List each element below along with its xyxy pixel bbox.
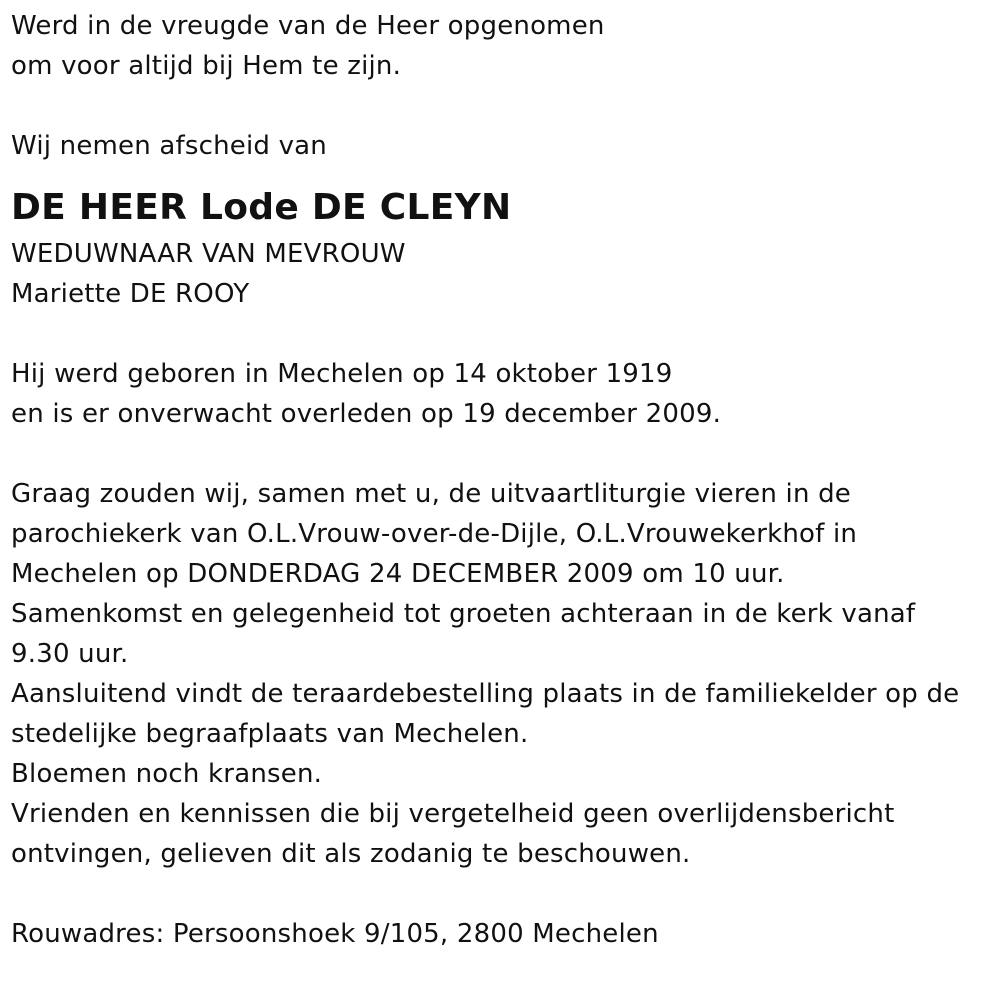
mourning-address: Rouwadres: Persoonshoek 9/105, 2800 Mechelen [11, 919, 659, 949]
ceremony-line: Bloemen noch kransen. [11, 759, 323, 789]
spacer [11, 434, 991, 474]
ceremony-line: Samenkomst en gelegenheid tot groeten achteraan in de kerk vanaf [11, 599, 916, 629]
spouse-name: Mariette DE ROOY [11, 279, 250, 309]
farewell-text: Wij nemen afscheid van [11, 131, 327, 161]
death-notice [11, 6, 991, 954]
spacer [11, 86, 991, 126]
ceremony-line: ontvingen, gelieven dit als zodanig te beschouwen. [11, 839, 691, 869]
ceremony-line: Graag zouden wij, samen met u, de uitvaartliturgie vieren in de [11, 479, 851, 509]
spacer [11, 874, 991, 914]
ceremony-line: 9.30 uur. [11, 639, 129, 669]
ceremony-line: Mechelen op DONDERDAG 24 DECEMBER 2009 om 10 uur. [11, 559, 785, 589]
ceremony-line: Vrienden en kennissen die bij vergetelheid geen overlijdensbericht [11, 799, 895, 829]
ceremony-line: stedelijke begraafplaats van Mechelen. [11, 719, 529, 749]
birth-line: Hij werd geboren in Mechelen op 14 oktober 1919 [11, 359, 673, 389]
ceremony-line: Aansluitend vindt de teraardebestelling plaats in de familiekelder op de [11, 679, 960, 709]
ceremony-line: parochiekerk van O.L.Vrouw-over-de-Dijle, O.L.Vrouwekerkhof in [11, 519, 858, 549]
intro-line-1: Werd in de vreugde van de Heer opgenomen [11, 11, 605, 41]
death-line: en is er onverwacht overleden op 19 december 2009. [11, 399, 722, 429]
spacer [11, 314, 991, 354]
widower-title: WEDUWNAAR VAN MEVROUW [11, 239, 406, 269]
deceased-name: DE HEER Lode DE CLEYN [11, 187, 512, 228]
intro-line-2: om voor altijd bij Hem te zijn. [11, 51, 402, 81]
